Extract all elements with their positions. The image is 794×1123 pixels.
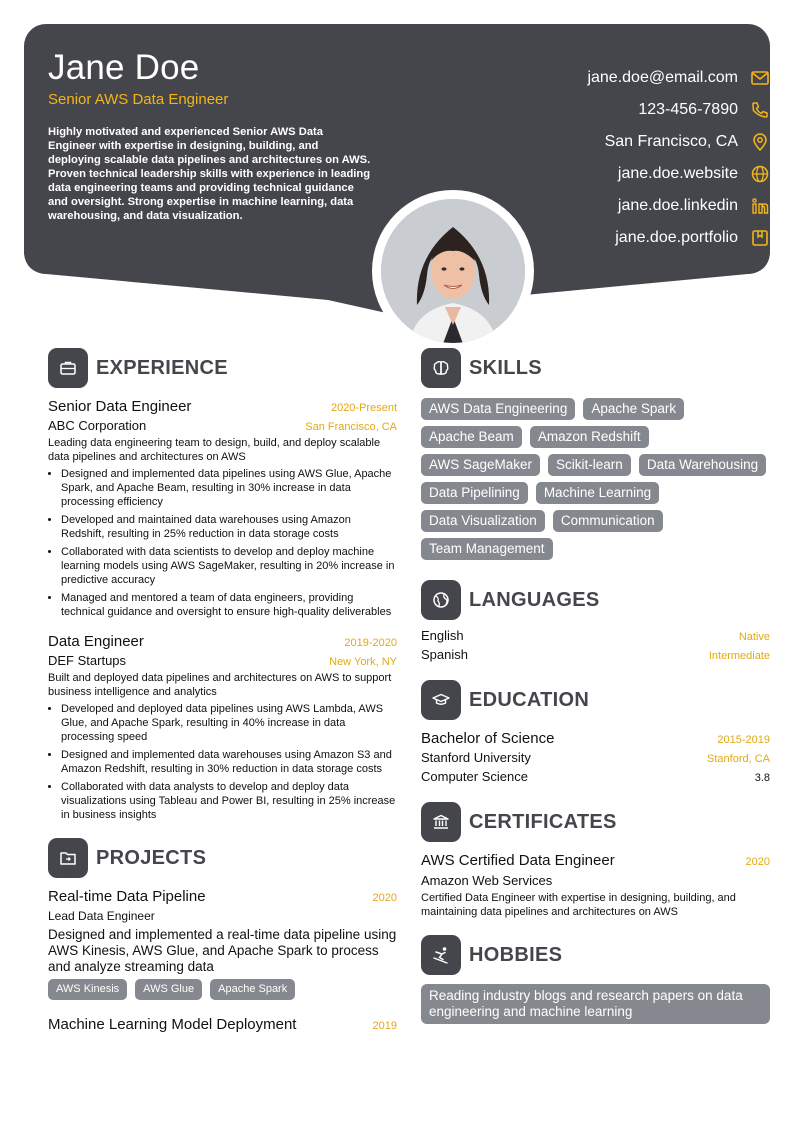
skill-tag: Scikit-learn [548,454,631,476]
candidate-name: Jane Doe [48,48,200,87]
contact-phone[interactable]: 123-456-7890 [470,94,770,126]
portfolio-icon [750,228,770,248]
mail-icon [750,68,770,88]
skill-tag: AWS Data Engineering [421,398,575,420]
project-tag: AWS Kinesis [48,979,127,1000]
job-company: ABC Corporation [48,418,147,433]
project-entry [48,1016,397,1033]
skill-tag: Communication [553,510,663,532]
avatar [381,199,525,343]
certificate-entry [421,852,770,919]
list-item: • Developed and maintained data warehouses using Amazon Redshift, resulting in 25% reduction in data storage costs [61,513,397,541]
job-role: Data Engineer [48,633,144,650]
education-date: 2015-2019 [717,734,770,746]
project-tag: Apache Spark [210,979,295,1000]
experience-section-header [48,348,397,388]
phone-icon [750,100,770,120]
certificate-date: 2020 [745,856,770,868]
projects-section-header [48,838,397,878]
list-item: • Designed and implemented data warehouses using Amazon S3 and Amazon Redshift, resulting in 30% reduction in data storage costs [61,748,397,776]
skill-tag: Amazon Redshift [530,426,649,448]
hobbies-section-header [421,935,770,975]
skills-list [421,398,770,560]
certificates-title: CERTIFICATES [469,810,617,833]
education-section-header [421,680,770,720]
graduation-cap-icon [421,680,461,720]
list-item: • Managed and mentored a team of data engineers, providing technical guidance and oversight to ensure high-quality deliverables [61,591,397,619]
language-level: Native [738,631,770,643]
right-column [421,348,770,1024]
project-role: Lead Data Engineer [48,909,155,923]
language-level: Intermediate [708,650,770,662]
experience-title: EXPERIENCE [96,356,228,379]
education-entry [421,730,770,784]
job-entry [48,633,397,822]
certificate-description: Certified Data Engineer with expertise in designing, building, and maintaining data pipelines and architectures on AWS [421,892,736,918]
globe-icon [750,164,770,184]
job-description: Built and deployed data pipelines and architectures on AWS to support business intelligence and analytics [48,672,392,698]
project-description: Designed and implemented a real-time data pipeline using AWS Kinesis, AWS Glue, and Apache Spark to process and analyze streaming data [48,927,397,974]
skills-section-header [421,348,770,388]
degree: Bachelor of Science [421,730,555,747]
project-entry [48,888,397,1000]
job-bullets [61,702,397,822]
skill-tag: Data Warehousing [639,454,766,476]
job-location: New York, NY [329,656,397,668]
job-bullets [61,467,397,619]
left-column [48,348,397,1033]
certificate-issuer: Amazon Web Services [421,873,553,888]
hobbies-title: HOBBIES [469,943,563,966]
job-description: Leading data engineering team to design, build, and deploy scalable data pipelines and architectures on AWS [48,437,381,463]
list-item: • Collaborated with data analysts to develop and deploy data visualizations using Tableau and Power BI, resulting in 25% increase in business insights [61,780,397,822]
projects-title: PROJECTS [96,846,207,869]
contact-linkedin[interactable]: jane.doe.linkedin [470,190,770,222]
list-item: • Designed and implemented data pipelines using AWS Glue, Apache Spark, and Apache Beam, resulting in 30% increase in data processing efficiency [61,467,397,509]
skill-tag: Machine Learning [536,482,659,504]
project-name: Machine Learning Model Deployment [48,1016,297,1033]
language-row [421,628,770,643]
field-of-study: Computer Science [421,769,528,784]
project-tag: AWS Glue [135,979,202,1000]
job-company: DEF Startups [48,653,127,668]
school: Stanford University [421,750,531,765]
linkedin-icon [750,196,770,216]
contact-email[interactable]: jane.doe@email.com [470,62,770,94]
skill-tag: AWS SageMaker [421,454,540,476]
contact-portfolio[interactable]: jane.doe.portfolio [470,222,770,254]
skill-tag: Apache Beam [421,426,522,448]
list-item: • Developed and deployed data pipelines using AWS Lambda, AWS Glue, and Apache Spark, resulting in 40% increase in data processing speed [61,702,397,744]
institution-icon [421,802,461,842]
profile-summary: Highly motivated and experienced Senior AWS Data Engineer with expertise in designing, building, and deploying scalable data pipelines and architectures on AWS. Proven technical leadership skills with experience in leading data engineering teams and providing technical guidance and oversight. Strong expertise in machine learning, data warehousing, and data visualization. [48,126,371,222]
skill-tag: Apache Spark [583,398,684,420]
contact-location[interactable]: San Francisco, CA [470,126,770,158]
certificate-name: AWS Certified Data Engineer [421,852,615,869]
skills-title: SKILLS [469,356,542,379]
skill-tag: Data Visualization [421,510,545,532]
language-name: Spanish [421,647,468,662]
candidate-title: Senior AWS Data Engineer [48,91,229,108]
job-role: Senior Data Engineer [48,398,192,415]
job-location: San Francisco, CA [305,421,397,433]
project-date: 2019 [372,1020,397,1032]
language-icon [421,580,461,620]
skill-tag: Data Pipelining [421,482,528,504]
skiing-icon [421,935,461,975]
job-date: 2019-2020 [344,637,397,649]
skill-tag: Team Management [421,538,553,560]
education-title: EDUCATION [469,688,590,711]
project-date: 2020 [372,892,397,904]
languages-title: LANGUAGES [469,588,600,611]
location-icon [750,132,770,152]
language-row [421,647,770,662]
list-item: • Collaborated with data scientists to develop and deploy machine learning models using AWS SageMaker, resulting in 20% increase in predictive accuracy [61,545,397,587]
profile-photo [372,190,534,352]
folder-icon [48,838,88,878]
briefcase-icon [48,348,88,388]
project-name: Real-time Data Pipeline [48,888,206,905]
hobby-item: Reading industry blogs and research papers on data engineering and machine learning [421,984,770,1024]
certificates-section-header [421,802,770,842]
job-entry [48,398,397,619]
school-location: Stanford, CA [707,753,770,765]
project-tags [48,979,397,1000]
language-name: English [421,628,464,643]
gpa: 3.8 [754,772,770,784]
contact-website[interactable]: jane.doe.website [470,158,770,190]
brain-icon [421,348,461,388]
languages-list [421,628,770,662]
languages-section-header [421,580,770,620]
job-date: 2020-Present [330,402,397,414]
